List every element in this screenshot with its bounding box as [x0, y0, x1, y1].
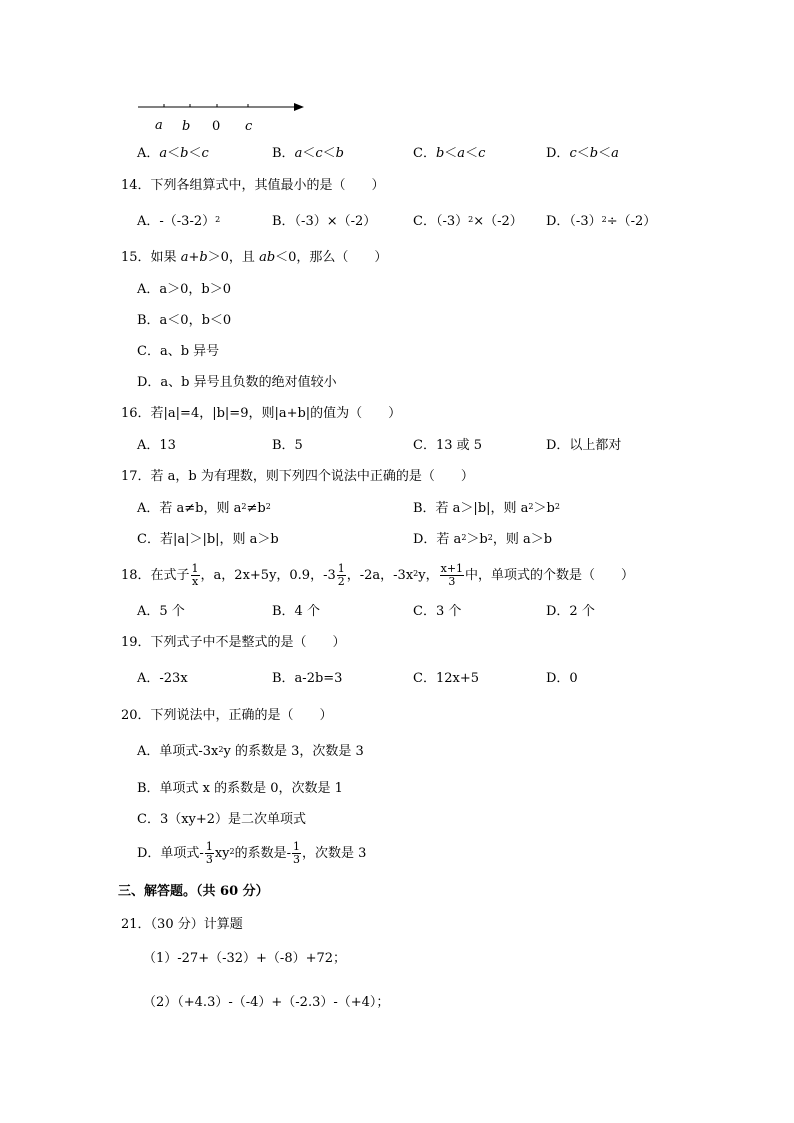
q16-option-d: D．以上都对	[546, 438, 622, 453]
q19-option-d: D．0	[546, 671, 578, 686]
fraction-1-over-3: $\frac{1}{3}$	[205, 840, 213, 866]
q19-option-c: C．12x+5	[413, 671, 479, 686]
q16-option-c: C．13 或 5	[413, 438, 483, 453]
q21-part-2: （2）（+4.3）-（-4）+（-2.3）-（+4）；	[143, 995, 390, 1010]
numberline-label-b: b	[182, 119, 191, 134]
numberline-label-a: a	[155, 118, 163, 133]
q20-option-d: D．单项式- $\frac{1}{3}$ $xy^2$的系数是- $\frac{1}{3}$ ，次数是 3	[137, 840, 367, 866]
q15-option-d: D．a、b 异号且负数的绝对值较小	[137, 375, 337, 390]
q19-option-b: B．a-2b=3	[272, 671, 343, 686]
q21-stem: 21．（30 分）计算题	[121, 917, 243, 932]
fraction-1-over-3-coefficient: $\frac{1}{3}$	[293, 840, 301, 866]
q13-option-d: D．c＜b＜a	[546, 146, 619, 161]
q20-stem: 20．下列说法中，正确的是（ ）	[121, 708, 333, 723]
q18-option-b: B．4 个	[272, 604, 320, 619]
q20-option-b: B．单项式 x 的系数是 0，次数是 1	[137, 781, 343, 796]
fraction-1-over-2: $\frac{1}{2}$	[337, 562, 345, 588]
q14-option-c: C．$(-3)^2\times(-2)$	[413, 214, 523, 229]
q19-stem: 19．下列式子中不是整式的是（ ）	[121, 635, 346, 650]
q14-option-a: A．$-(-3-2)^2$	[137, 214, 221, 229]
q13-option-a: A．a＜b＜c	[137, 146, 209, 161]
q20-option-a: A．单项式$-3x^2y$ 的系数是 3，次数是 3	[137, 744, 364, 759]
q14-option-d: D．$(-3)^2\div(-2)$	[546, 214, 657, 229]
numberline-label-c: c	[245, 119, 253, 134]
fraction-1-over-x: $\frac{1}{x}$	[191, 562, 199, 588]
q18-option-c: C．3 个	[413, 604, 462, 619]
q19-option-a: A．-23x	[137, 671, 188, 686]
q15-option-a: A．a＞0，b＞0	[137, 282, 232, 297]
q13-option-c: C．b＜a＜c	[413, 146, 486, 161]
q18-option-d: D．2 个	[546, 604, 595, 619]
q15-option-c: C．a、b 异号	[137, 344, 220, 359]
q15-stem: 15．如果 a+b＞0，且 ab＜0，那么（ ）	[121, 250, 388, 265]
q16-option-a: A．13	[137, 438, 176, 453]
q16-stem: 16．若|a|=4，|b|=9，则|a+b|的值为（ ）	[121, 406, 402, 421]
q17-option-b: B．若 a＞|b|，则 $a^2>b^2$	[413, 501, 560, 516]
q15-option-b: B．a＜0，b＜0	[137, 313, 232, 328]
q14-option-b: B．（-3）×（-2）	[272, 214, 377, 229]
q13-option-b: B．a＜c＜b	[272, 146, 344, 161]
q17-option-a: A．若 a≠b，则 $a^2\ne b^2$	[137, 501, 271, 516]
numberline-label-0: 0	[212, 119, 221, 134]
fraction-x-plus-1-over-3: $\frac{x+1}{3}$	[440, 562, 464, 588]
q17-option-d: D．若 $a^2>b^2$，则 a＞b	[413, 532, 553, 547]
q17-option-c: C．若|a|＞|b|，则 a＞b	[137, 532, 279, 547]
q17-stem: 17．若 a，b 为有理数，则下列四个说法中正确的是（ ）	[121, 469, 474, 484]
section-3-title: 三、解答题。（共 60 分）	[118, 884, 269, 899]
q18-option-a: A．5 个	[137, 604, 185, 619]
q14-stem: 14．下列各组算式中，其值最小的是（ ）	[121, 178, 385, 193]
q18-stem: 18．在式子 $\frac{1}{x}$ ，a，2x+5y，0.9，-3 $\frac{1}{2}$ ，-2a，$-3x^2y$， $\frac{x+1}{3}$ 中，单项式的个数是（ ）	[121, 562, 635, 588]
q20-option-c: C．3（xy+2）是二次单项式	[137, 812, 307, 827]
q16-option-b: B．5	[272, 438, 303, 453]
q21-part-1: （1）-27+（-32）+（-8）+72；	[143, 951, 347, 966]
